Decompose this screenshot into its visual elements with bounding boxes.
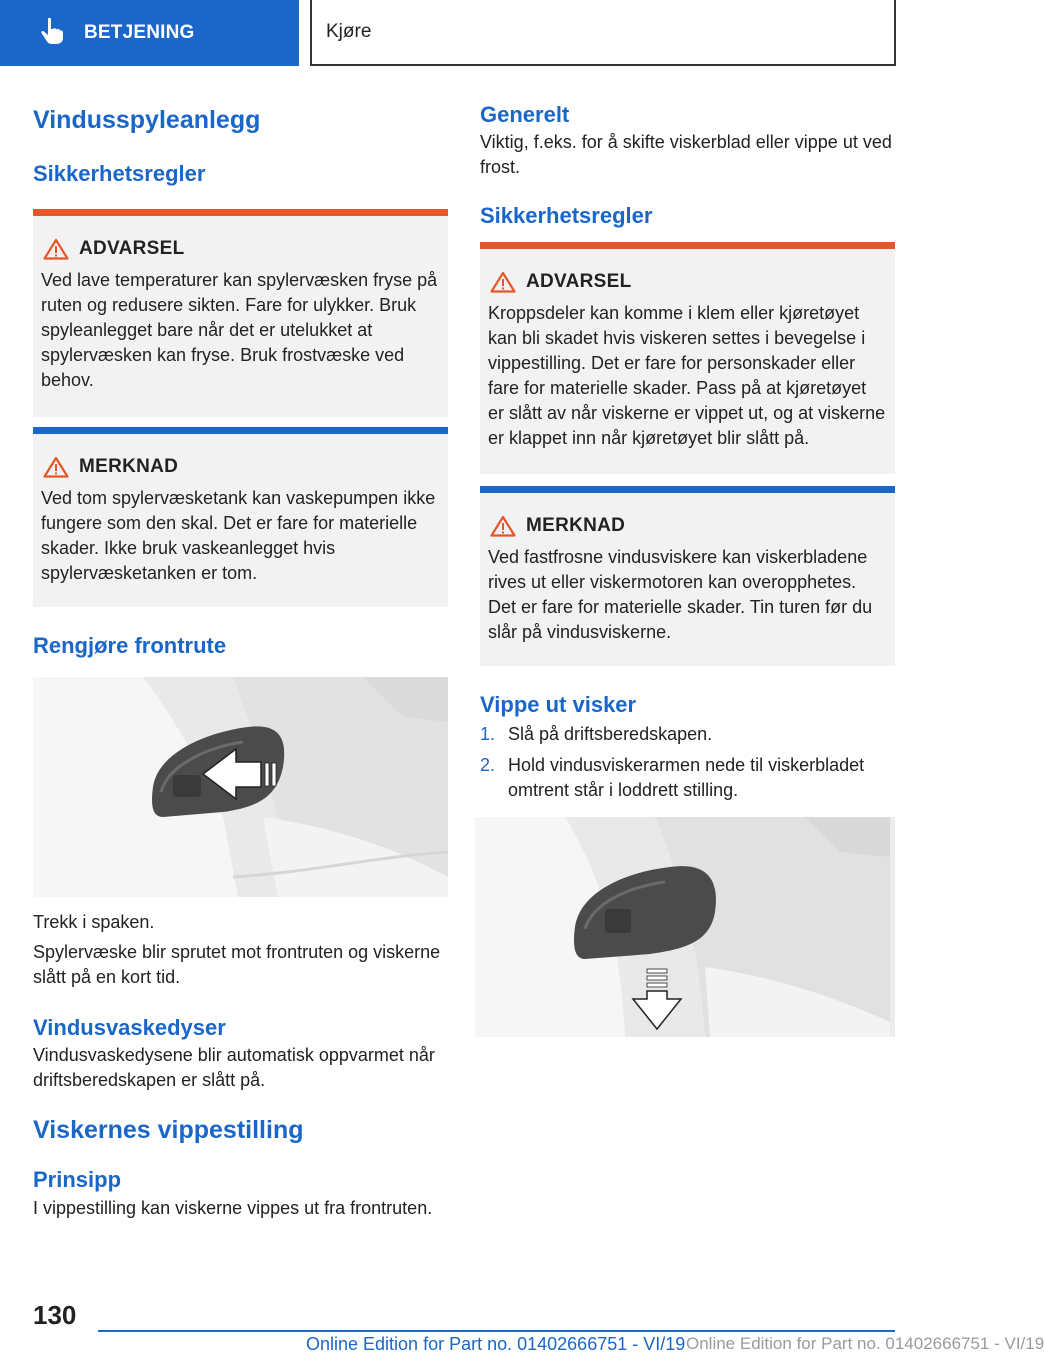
clean-description: Spylervæske blir sprutet mot frontruten og viskerne slått på en kort tid. <box>33 941 441 987</box>
list-item <box>480 753 895 803</box>
right-column <box>480 96 895 1037</box>
tilt-out-heading: Vippe ut visker <box>480 691 637 717</box>
warning-label: ADVARSEL <box>526 270 632 292</box>
note-label: MERKNAD <box>526 514 626 536</box>
steps-list <box>480 722 895 803</box>
tilt-heading: Viskernes vippestilling <box>33 1116 304 1145</box>
watermark: Online Edition for Part no. 01402666751 - VI/19 <box>686 1334 1044 1353</box>
principle-text: I vippestilling kan viskerne vippes ut fra frontruten. <box>33 1197 433 1218</box>
general-text: Viktig, f.eks. for å skifte viskerblad eller vippe ut ved frost. <box>480 132 892 178</box>
step-text: Slå på driftsberedskapen. <box>508 724 713 745</box>
warning-text: Ved lave temperaturer kan spylervæsken fryse på ruten og redusere sikten. Fare for ulykker. Bruk spyleanlegget bare når det er utelukket at spylervæsken kan fryse. Bruk frostvæske ved behov. <box>41 270 438 391</box>
warning-text: Kroppsdeler kan komme i klem eller kjøretøyet kan bli skadet hvis viskeren settes i bevegelse i vippestilling. Det er fare for personskader eller fare for materielle skader. Pass på at kjøretøyet er slått av når viskerne er vippet ut, og at viskerne er klappet inn når kjøretøyet blir slått på. <box>488 302 886 448</box>
page-number: 130 <box>33 1300 77 1330</box>
footer-edition: Online Edition for Part no. 01402666751 - VI/19 <box>306 1334 686 1354</box>
step-number: 2. <box>480 755 496 776</box>
safety-heading-right: Sikkerhetsregler <box>480 203 653 229</box>
list-item <box>480 722 895 747</box>
step-number: 1. <box>480 724 496 745</box>
lever-pull-illustration <box>33 677 448 897</box>
chapter-tab[interactable] <box>310 0 896 66</box>
hand-pointer-icon <box>40 17 64 50</box>
warning-box-left <box>33 209 448 417</box>
clean-heading: Rengjøre frontrute <box>33 633 227 659</box>
note-triangle-icon <box>41 456 79 478</box>
chapter-label: Kjøre <box>326 21 372 42</box>
lever-down-illustration <box>475 817 895 1037</box>
step-text: Hold vindusviskerarmen nede til viskerbladet omtrent står i loddrett stilling. <box>508 755 865 801</box>
section-title: Vindusspyleanlegg <box>33 106 261 134</box>
safety-heading-left: Sikkerhetsregler <box>33 161 206 186</box>
principle-heading: Prinsipp <box>33 1167 122 1193</box>
left-column <box>33 96 448 1221</box>
note-label: MERKNAD <box>79 456 179 478</box>
warning-triangle-icon <box>488 271 526 293</box>
footer-rule <box>98 1330 895 1332</box>
warning-box-right <box>480 242 895 474</box>
section-tab[interactable] <box>0 0 299 66</box>
warning-label: ADVARSEL <box>79 238 185 260</box>
note-box-right <box>480 486 895 666</box>
note-box-left <box>33 427 448 607</box>
nozzle-heading: Vindusvaskedyser <box>33 1014 226 1040</box>
note-text: Ved fastfrosne vindusviskere kan viskerbladene rives ut eller viskermotoren kan overopphetes. Det er fare for materielle skader. Tin turen før du slår på vindusviskerne. <box>488 546 873 642</box>
section-label: BETJENING <box>84 22 195 43</box>
note-triangle-icon <box>488 515 526 537</box>
clean-instruction: Trekk i spaken. <box>33 911 155 932</box>
note-text: Ved tom spylervæsketank kan vaskepumpen ikke fungere som den skal. Det er fare for materielle skader. Ikke bruk vaskeanlegget hvis spylervæsketanken er tom. <box>41 488 436 584</box>
warning-triangle-icon <box>41 238 79 260</box>
general-heading: Generelt <box>480 102 570 127</box>
nozzle-text: Vindusvaskedysene blir automatisk oppvarmet når driftsberedskapen er slått på. <box>33 1045 435 1091</box>
